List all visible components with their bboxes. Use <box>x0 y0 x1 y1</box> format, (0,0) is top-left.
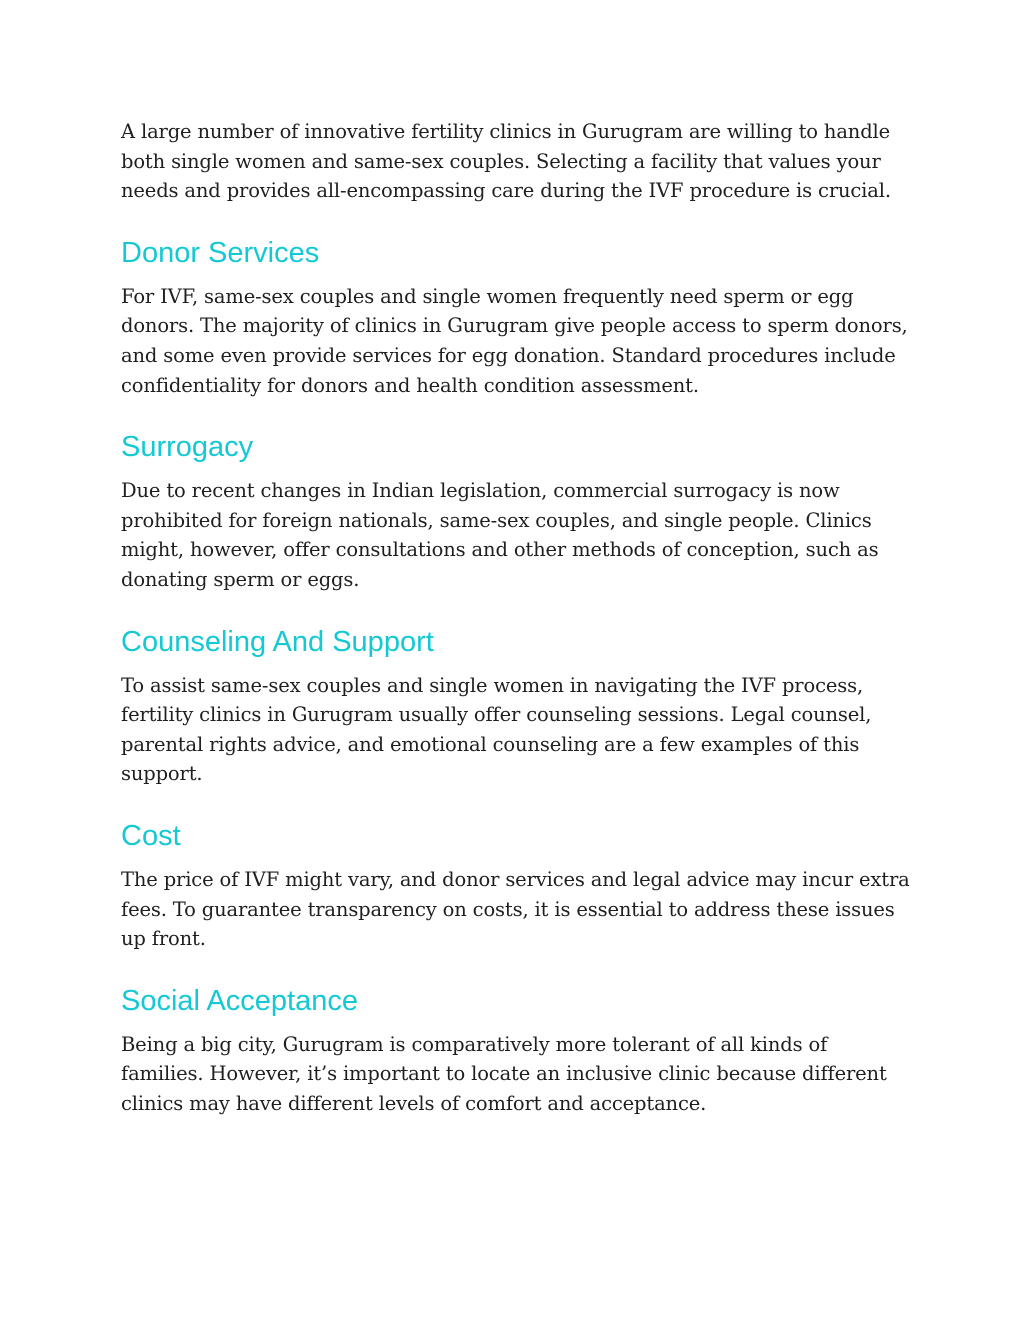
section-heading: Surrogacy <box>121 431 254 464</box>
section-social-acceptance <box>121 984 911 1119</box>
section-counseling-and-support <box>121 625 911 789</box>
section-body: Due to recent changes in Indian legislation, commercial surrogacy is now prohibited for foreign nationals, same-sex couples, and single people. Clinics might, however, offer consultations and other methods of conception, such as donating sperm or eggs. <box>121 479 879 591</box>
section-body: To assist same-sex couples and single women in navigating the IVF process, fertility clinics in Gurugram usually offer counseling sessions. Legal counsel, parental rights advice, and emotional counseling are a few examples of this support. <box>121 673 872 786</box>
intro-paragraph: A large number of innovative fertility clinics in Gurugram are willing to handle both single women and same-sex couples. Selecting a facility that values your needs and provides all-encompassing care during the IVF procedure is crucial. <box>121 120 891 203</box>
section-heading: Counseling And Support <box>121 625 434 658</box>
section-donor-services <box>121 236 911 400</box>
section-body: For IVF, same-sex couples and single women frequently need sperm or egg donors. The majority of clinics in Gurugram give people access to sperm donors, and some even provide services for egg donation. Standard procedures include confidentiality for donors and health condition assessment. <box>121 284 908 397</box>
section-body: Being a big city, Gurugram is comparatively more tolerant of all kinds of families. However, it’s important to locate an inclusive clinic because different clinics may have different levels of comfort and acceptance. <box>121 1032 887 1115</box>
section-heading: Social Acceptance <box>121 984 358 1017</box>
section-body: The price of IVF might vary, and donor services and legal advice may incur extra fees. To guarantee transparency on costs, it is essential to address these issues up front. <box>121 867 910 951</box>
document-page <box>121 117 911 1148</box>
section-cost <box>121 819 911 954</box>
section-heading: Cost <box>121 819 181 852</box>
section-heading: Donor Services <box>121 236 320 269</box>
section-surrogacy <box>121 430 911 594</box>
